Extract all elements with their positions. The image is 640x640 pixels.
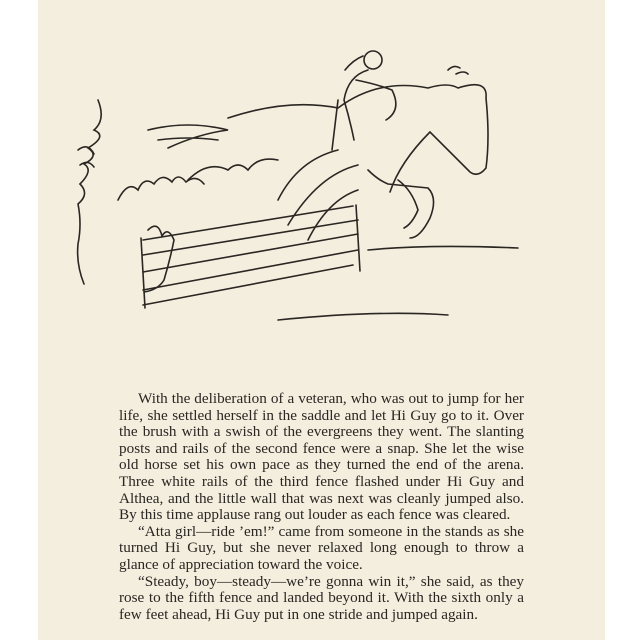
body-text	[119, 391, 524, 623]
paragraph: “Steady, boy—steady—we’re gonna win it,” she said, as they rose to the fifth fence and landed beyond it. With the sixth only a few feet ahead, Hi Guy put in one stride and jumped again.	[119, 572, 524, 623]
paragraph: “Atta girl—ride ’em!” came from someone in the stands as she turned Hi Guy, but she never relaxed long enough to throw a glance of appreciation toward the voice.	[119, 522, 524, 573]
paragraph: With the deliberation of a veteran, who was out to jump for her life, she settled herself in the saddle and let Hi Guy go to it. Over the brush with a swish of the evergreens they went. The slanting posts and rails of the second fence were a snap. She let the wise old horse set his own pace as they turned the end of the arena. Three white rails of the third fence flashed under Hi Guy and Althea, and the little wall that was next was cleanly jumped also. By this time applause rang out louder as each fence was cleared.	[119, 390, 524, 524]
horse-jumping-illustration	[38, 0, 605, 340]
fence	[141, 205, 518, 320]
rider	[332, 51, 396, 150]
horse	[148, 66, 488, 240]
evergreen-brush	[78, 100, 278, 292]
